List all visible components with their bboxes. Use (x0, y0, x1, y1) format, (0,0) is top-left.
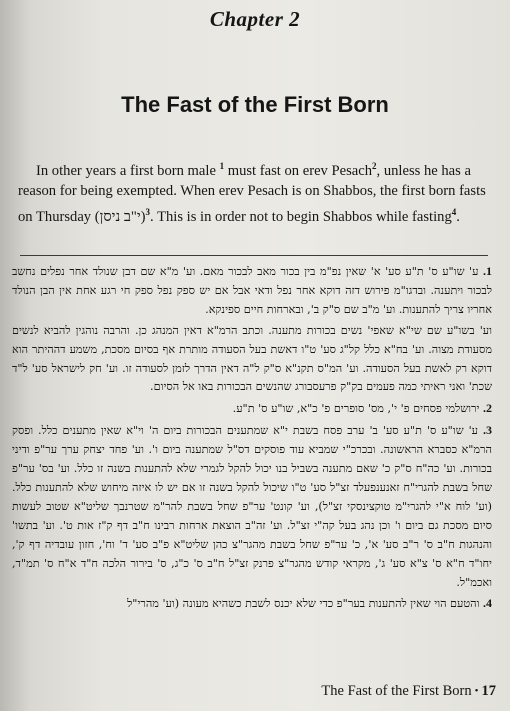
intro-paragraph (18, 156, 492, 227)
running-footer (321, 683, 496, 700)
footnote-ref-4: 4 (451, 206, 457, 217)
footnote-text: ע' שו"ע ס' ת"ע סע' א' שאין נפ"מ בין בכור מאב לבכור מאם. וע' מ"א שם דבן שנולד אחר נפלים נחשב לבכור ויתענה. ובדגו"מ פירוש דזה דוקא אחר נפל ודאי אבל אם יש ספק נפל ספק חי רגע אחת אין הבן הנולד אחריו צריך להתענות. וע' מ"ב שם ס"ק ב', ובארחות חיים ספינקא. (12, 265, 492, 316)
intro-text: must fast on erev Pesach (227, 162, 373, 179)
footnote-text: וע' בשו"ע שם שי"א שאפי' נשים בכורות מתענה. וכתב הרמ"א דאין המנהג כן. והרבה נוהגין להביא לנשים מסעודת מצוה. וע' בח"א כלל קל"ג סע' ט"ו דאשת בעל הסעודה מותרת אף בסיום מסכת, משמע דההיתר הוא דוקא רק לאשת בעל הסעודה. וע' המ"ס תקנ"א ס"ק ל"ה דאין הדרך לזמן לסעודה זו. וע' חק לישראל סע' ל"ד שכת' ואני ראיתי כמה פעמים בק"ק פרעסבורג שהנשים הבכורות באו אל הסיום. (12, 323, 492, 394)
page-title: The Fast of the First Born (121, 92, 389, 117)
footnote-divider (20, 255, 488, 256)
footnote-4 (12, 594, 492, 614)
page-number: 17 (481, 683, 496, 699)
footnote-ref-2: 2 (372, 161, 377, 171)
bullet-separator: • (474, 685, 479, 697)
footnote-3 (12, 421, 492, 592)
footnote-text: ירושלמי פסחים פ' י', מס' סופרים פ' כ"א, שו"ע ס' ת"ע. (232, 402, 480, 416)
footnote-ref-3: 3 (145, 206, 151, 217)
hebrew-date: י"ב ניסן (99, 208, 141, 225)
footnotes-section (12, 262, 492, 616)
footnote-1-continued (12, 322, 492, 398)
intro-text: ) (140, 208, 146, 225)
intro-text: , unless he has a reason for being exempted. When erev Pesach is on Shabbos, the first born fasts on Thursday ( (18, 162, 486, 225)
footnote-number: 4. (483, 596, 492, 611)
footnote-1 (12, 262, 492, 320)
footnote-number: 2. (483, 401, 492, 416)
footnote-ref-1: 1 (219, 161, 225, 171)
footnote-text: ע' שו"ע ס' ת"ע סע' ב' ערב פסח בשבת י"א שמתענים הבכורות ביום ה' וי"א שאין מתענים כלל. ופסק הרמ"א כסברא הראשונה. ובכרכ"י שמביא עוד פוסקים דס"ל שמתענה ביום ו'. וע' פחד יצחק ערך ער"פ ודיני בכורות. וע' כה"ח ס"ק כ' שאם מתענה בשביל בנו יכול להקל לגמרי שלא להתענות בשנה זו כלל. וע' בס' ער"פ שחל בשבת להגרי"ח זאנענפעלד זצ"ל סע' ט"ו שיכול להקל בשנה זו אם יש לו איזה מיחוש שלא להתענות כלל. (וע' לוח א"י להגרי"מ טוקצינסקי זצ"ל), וע' קונט' ער"פ שחל בשבת להר"מ שטרנבך שליט"א שטוב לעשות סיום מסכת גם ביום ו' וכן נהג בעל קה"י זצ"ל. וע' זה"ב הוצאת ארחות רבינו ח"ב דף ק"ז אות ט'. וע' בתשו' והנהגות ח"ב ס' ר"ב סע' א', כ' ער"פ שחל בשבת מהגר"צ כהן שליט"א פ"ב סע' ד' וח', חזון עובדיה דף ק', יחו"ד ח"א ס' צ"א סע' ג', מקראי קודש מהגר"צ פרנק זצ"ל ח"ב ס' כ"ג, ס' בירור הלכה ח"ד א"ח ס' תמ"ד, ואכמ"ל. (12, 424, 492, 589)
footnote-2 (12, 399, 492, 419)
footnote-number: 3. (483, 423, 493, 438)
footnote-text: והטעם הוי שאין להתענות בער"פ כדי שלא יכנס לשבת כשהיא מעונה (וע' מהרי"ל (127, 597, 480, 611)
chapter-heading: Chapter 2 (209, 7, 301, 31)
intro-text: . (456, 208, 460, 225)
intro-text: In other years a first born male (36, 162, 216, 179)
running-title: The Fast of the First Born (321, 683, 472, 699)
footnote-number: 1. (483, 264, 493, 278)
intro-text: . This is in order not to begin Shabbos while fasting (150, 208, 452, 225)
